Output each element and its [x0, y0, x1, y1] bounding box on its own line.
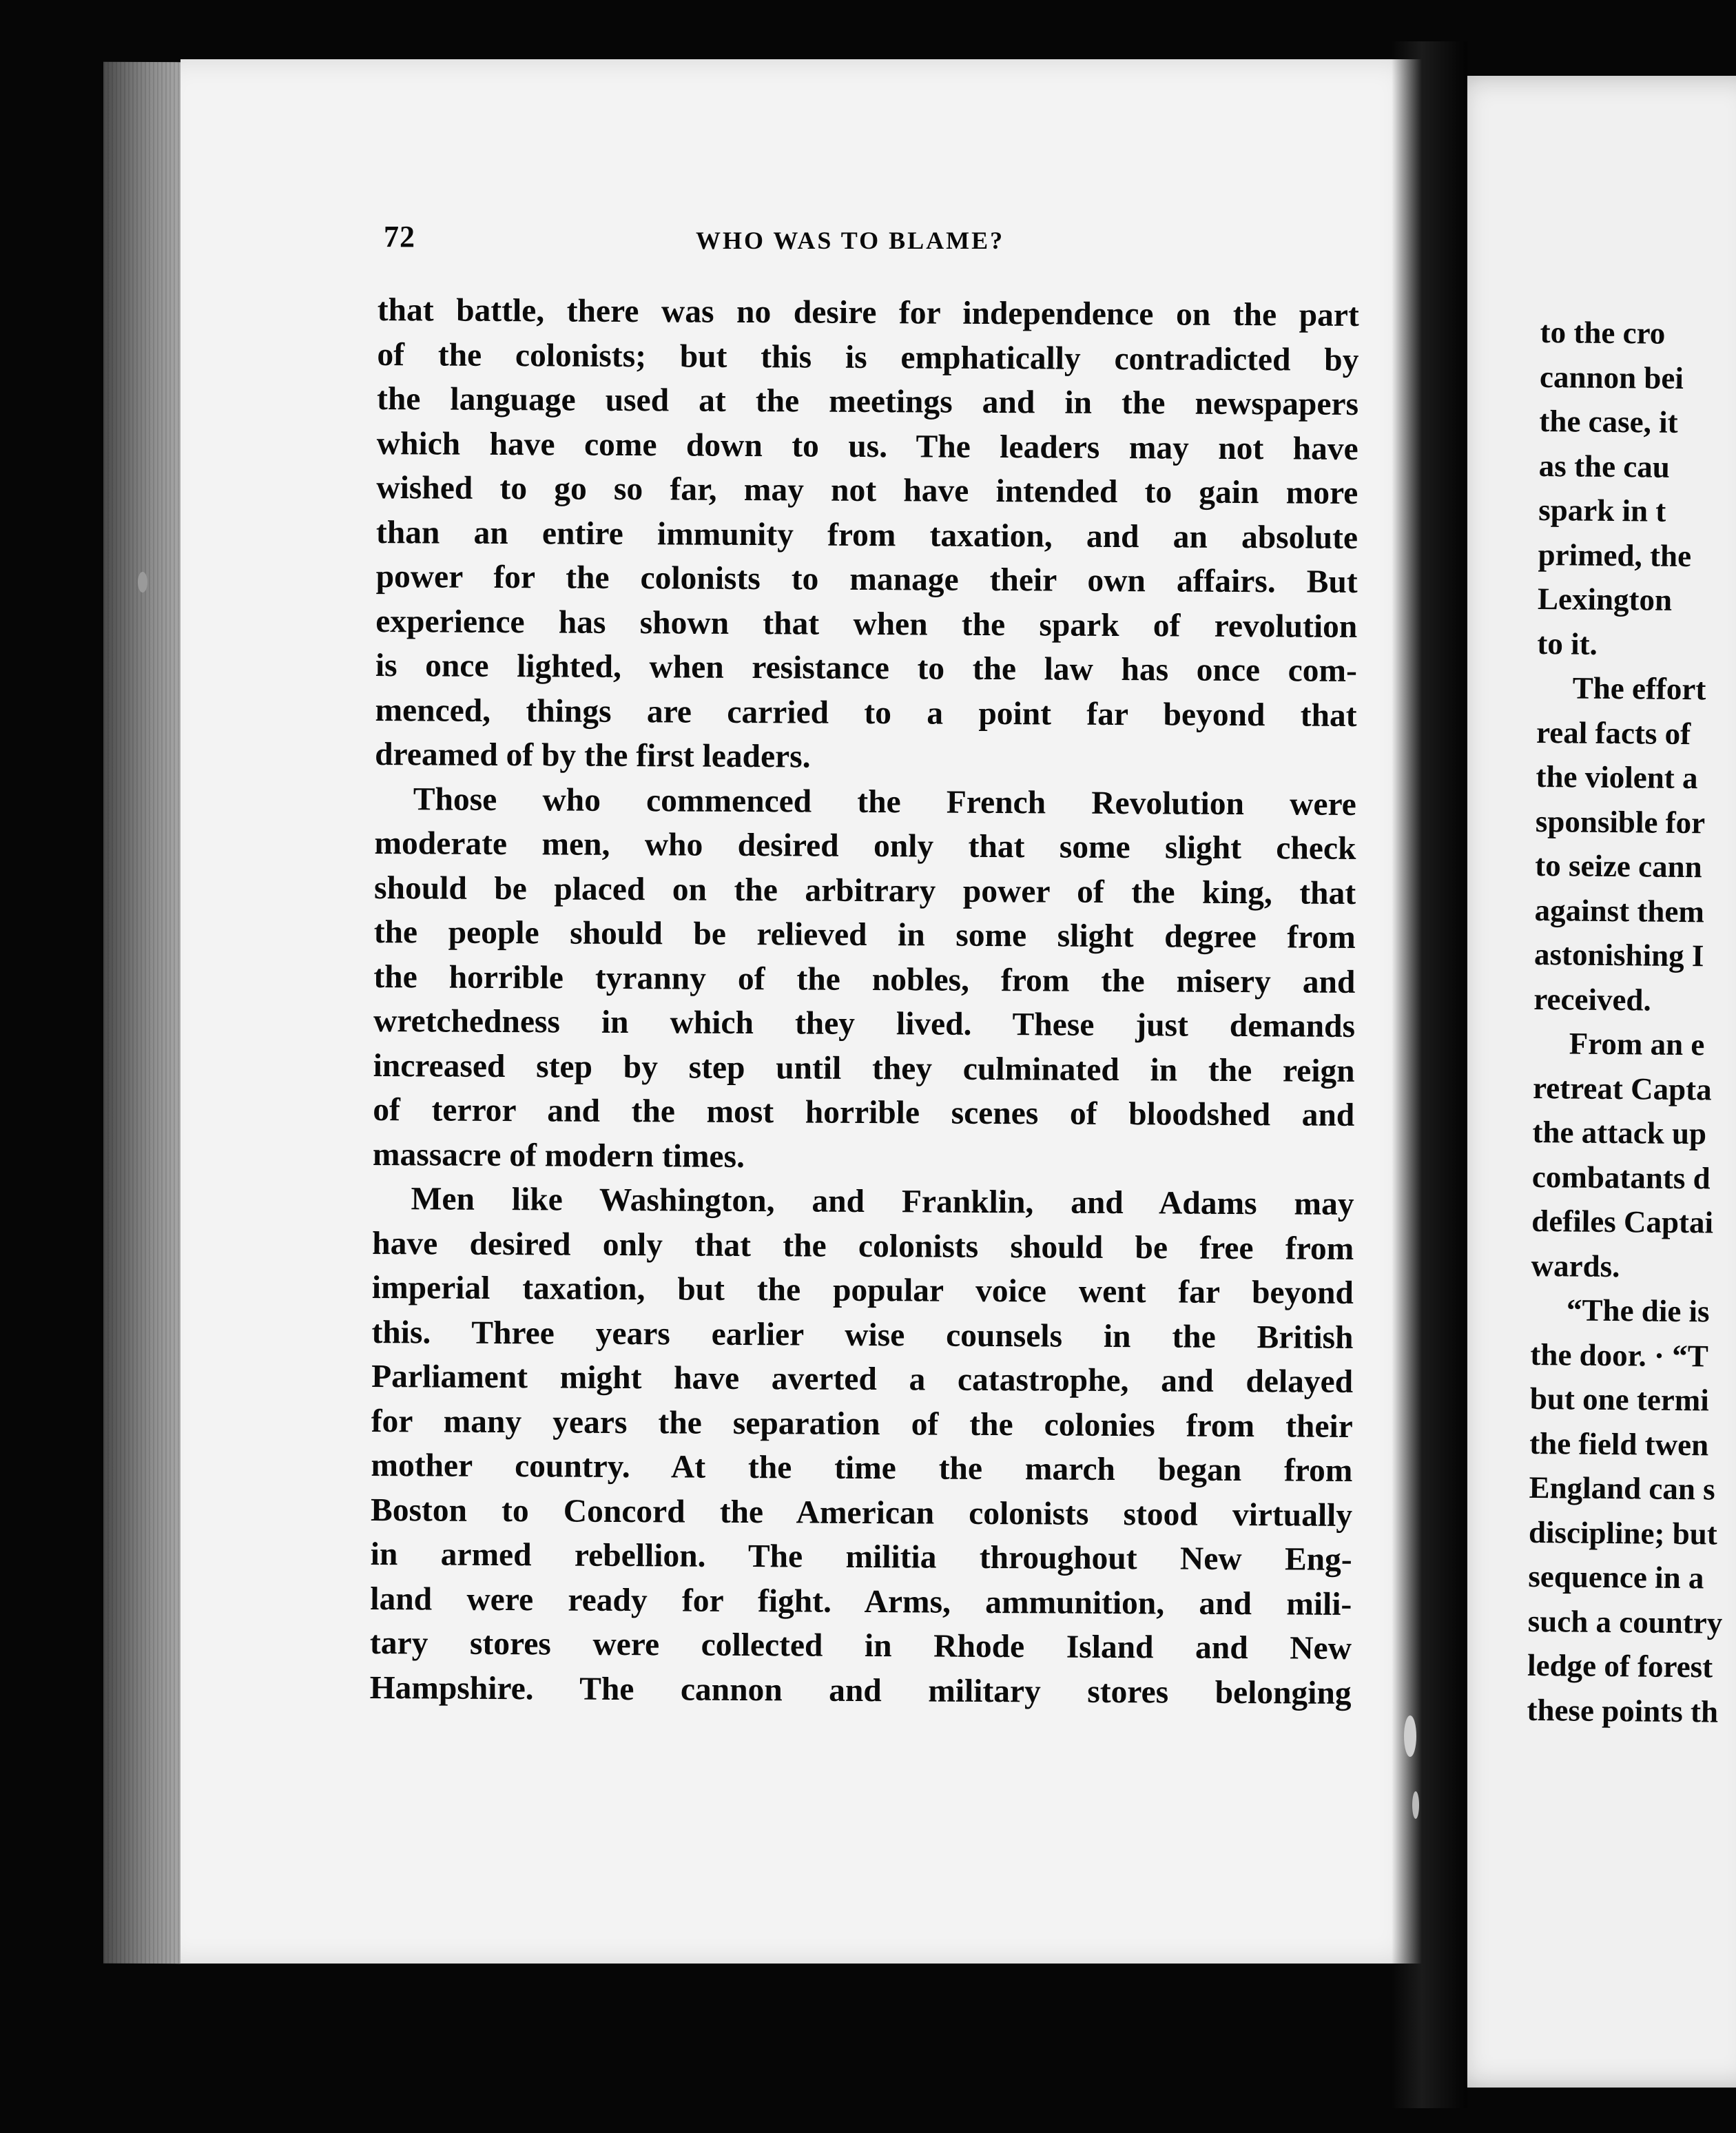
- page-edge-stack: [103, 62, 180, 1964]
- right-text-line: spark in t: [1538, 492, 1666, 528]
- right-text-line: combatants d: [1531, 1159, 1711, 1195]
- text-line: Hampshire. The cannon and military stores belonging: [369, 1669, 1352, 1711]
- right-text-line: retreat Capta: [1532, 1070, 1712, 1106]
- right-text-line: as the cau: [1538, 448, 1671, 484]
- text-line: mother country. At the time the march began from: [371, 1447, 1353, 1489]
- right-text-line: discipline; but: [1528, 1514, 1718, 1552]
- text-line: which have come down to us. The leaders may not have: [376, 425, 1358, 467]
- text-line: wished to go so far, may not have intended to gain more: [376, 469, 1358, 511]
- right-text-line: primed, the: [1538, 537, 1692, 573]
- right-text-line: wards.: [1531, 1248, 1620, 1284]
- text-line: tary stores were collected in Rhode Island and New: [369, 1625, 1352, 1667]
- scan-speck: [1404, 1715, 1416, 1757]
- text-line: in armed rebellion. The militia throughout New Eng-: [370, 1536, 1352, 1578]
- right-text-line: the attack up: [1532, 1114, 1707, 1151]
- text-line: have desired only that the colonists should be free from: [372, 1225, 1354, 1267]
- page-edge-texture: [103, 62, 180, 1964]
- text-line: Parliament might have averted a catastrophe, and delayed: [371, 1358, 1354, 1400]
- right-text-line: received.: [1533, 981, 1651, 1018]
- text-line: Men like Washington, and Franklin, and Adams may: [411, 1181, 1354, 1222]
- right-text-line: sequence in a: [1528, 1558, 1704, 1596]
- text-line: for many years the separation of the colonies from their: [371, 1403, 1353, 1445]
- right-text-line: to it.: [1537, 626, 1598, 661]
- right-text-line: “The die is: [1566, 1292, 1710, 1329]
- text-line: that battle, there was no desire for independence on the part: [377, 291, 1359, 333]
- right-page-body-text: [1527, 310, 1736, 1735]
- right-text-line: these points th: [1527, 1692, 1719, 1729]
- text-line: should be placed on the arbitrary power of the king, that: [373, 869, 1356, 911]
- text-line: Boston to Concord the American colonists stood virtually: [370, 1492, 1353, 1534]
- right-text-line: the field twen: [1529, 1425, 1709, 1462]
- text-line: land were ready for fight. Arms, ammunition, and mili-: [370, 1580, 1352, 1622]
- text-line: massacre of modern times.: [372, 1136, 745, 1175]
- right-text-line: to the cro: [1540, 314, 1666, 351]
- text-line: is once lighted, when resistance to the law has once com-: [375, 647, 1358, 689]
- right-text-line: ledge of forest: [1527, 1647, 1713, 1684]
- right-text-line: real facts of: [1536, 714, 1691, 751]
- text-line: increased step by step until they culminated in the reign: [373, 1047, 1355, 1089]
- right-text-line: Lexington: [1537, 581, 1673, 617]
- text-line: wretchedness in which they lived. These just demands: [373, 1002, 1356, 1044]
- text-line: imperial taxation, but the popular voice went far beyond: [371, 1269, 1354, 1311]
- text-line: of the colonists; but this is emphatically contradicted by: [377, 336, 1359, 378]
- right-text-line: to seize cann: [1535, 847, 1702, 885]
- right-text-line: The effort: [1572, 670, 1706, 707]
- right-text-line: sponsible for: [1535, 803, 1706, 840]
- right-text-line: defiles Captai: [1531, 1203, 1714, 1240]
- right-text-line: against them: [1534, 892, 1705, 929]
- right-text-line: the violent a: [1536, 759, 1698, 796]
- text-line: power for the colonists to manage their own affairs. But: [375, 558, 1358, 600]
- text-line: menced, things are carried to a point far beyond that: [375, 692, 1357, 734]
- text-line: the language used at the meetings and in the newspapers: [376, 380, 1359, 422]
- running-head: WHO WAS TO BLAME?: [696, 227, 1005, 254]
- right-text-line: From an e: [1569, 1026, 1705, 1062]
- right-text-line: the case, it: [1539, 403, 1678, 440]
- right-text-line: astonishing I: [1533, 936, 1704, 973]
- page-number: 72: [384, 220, 415, 254]
- text-line: the people should be relieved in some slight degree from: [373, 914, 1356, 956]
- text-line: Those who commenced the French Revolution were: [413, 781, 1356, 823]
- scan-speck: [138, 572, 147, 592]
- text-line: moderate men, who desired only that some slight check: [374, 825, 1356, 867]
- right-text-line: such a country: [1527, 1603, 1723, 1640]
- right-text-line: England can s: [1529, 1470, 1715, 1507]
- text-line: of terror and the most horrible scenes of bloodshed and: [373, 1091, 1355, 1133]
- book-gutter-shadow: [1392, 41, 1467, 2108]
- right-text-line: the door. · “T: [1530, 1337, 1709, 1373]
- text-line: this. Three years earlier wise counsels in the British: [371, 1314, 1354, 1356]
- scan-speck: [1412, 1791, 1419, 1819]
- text-line: experience has shown that when the spark of revolution: [375, 603, 1358, 645]
- text-line: dreamed of by the first leaders.: [375, 736, 811, 775]
- text-line: than an entire immunity from taxation, and an absolute: [375, 514, 1358, 556]
- right-text-line: but one termi: [1529, 1381, 1710, 1418]
- left-page-body-text: [369, 288, 1359, 1715]
- text-line: the horrible tyranny of the nobles, from the misery and: [373, 958, 1356, 1000]
- right-text-line: cannon bei: [1539, 359, 1684, 395]
